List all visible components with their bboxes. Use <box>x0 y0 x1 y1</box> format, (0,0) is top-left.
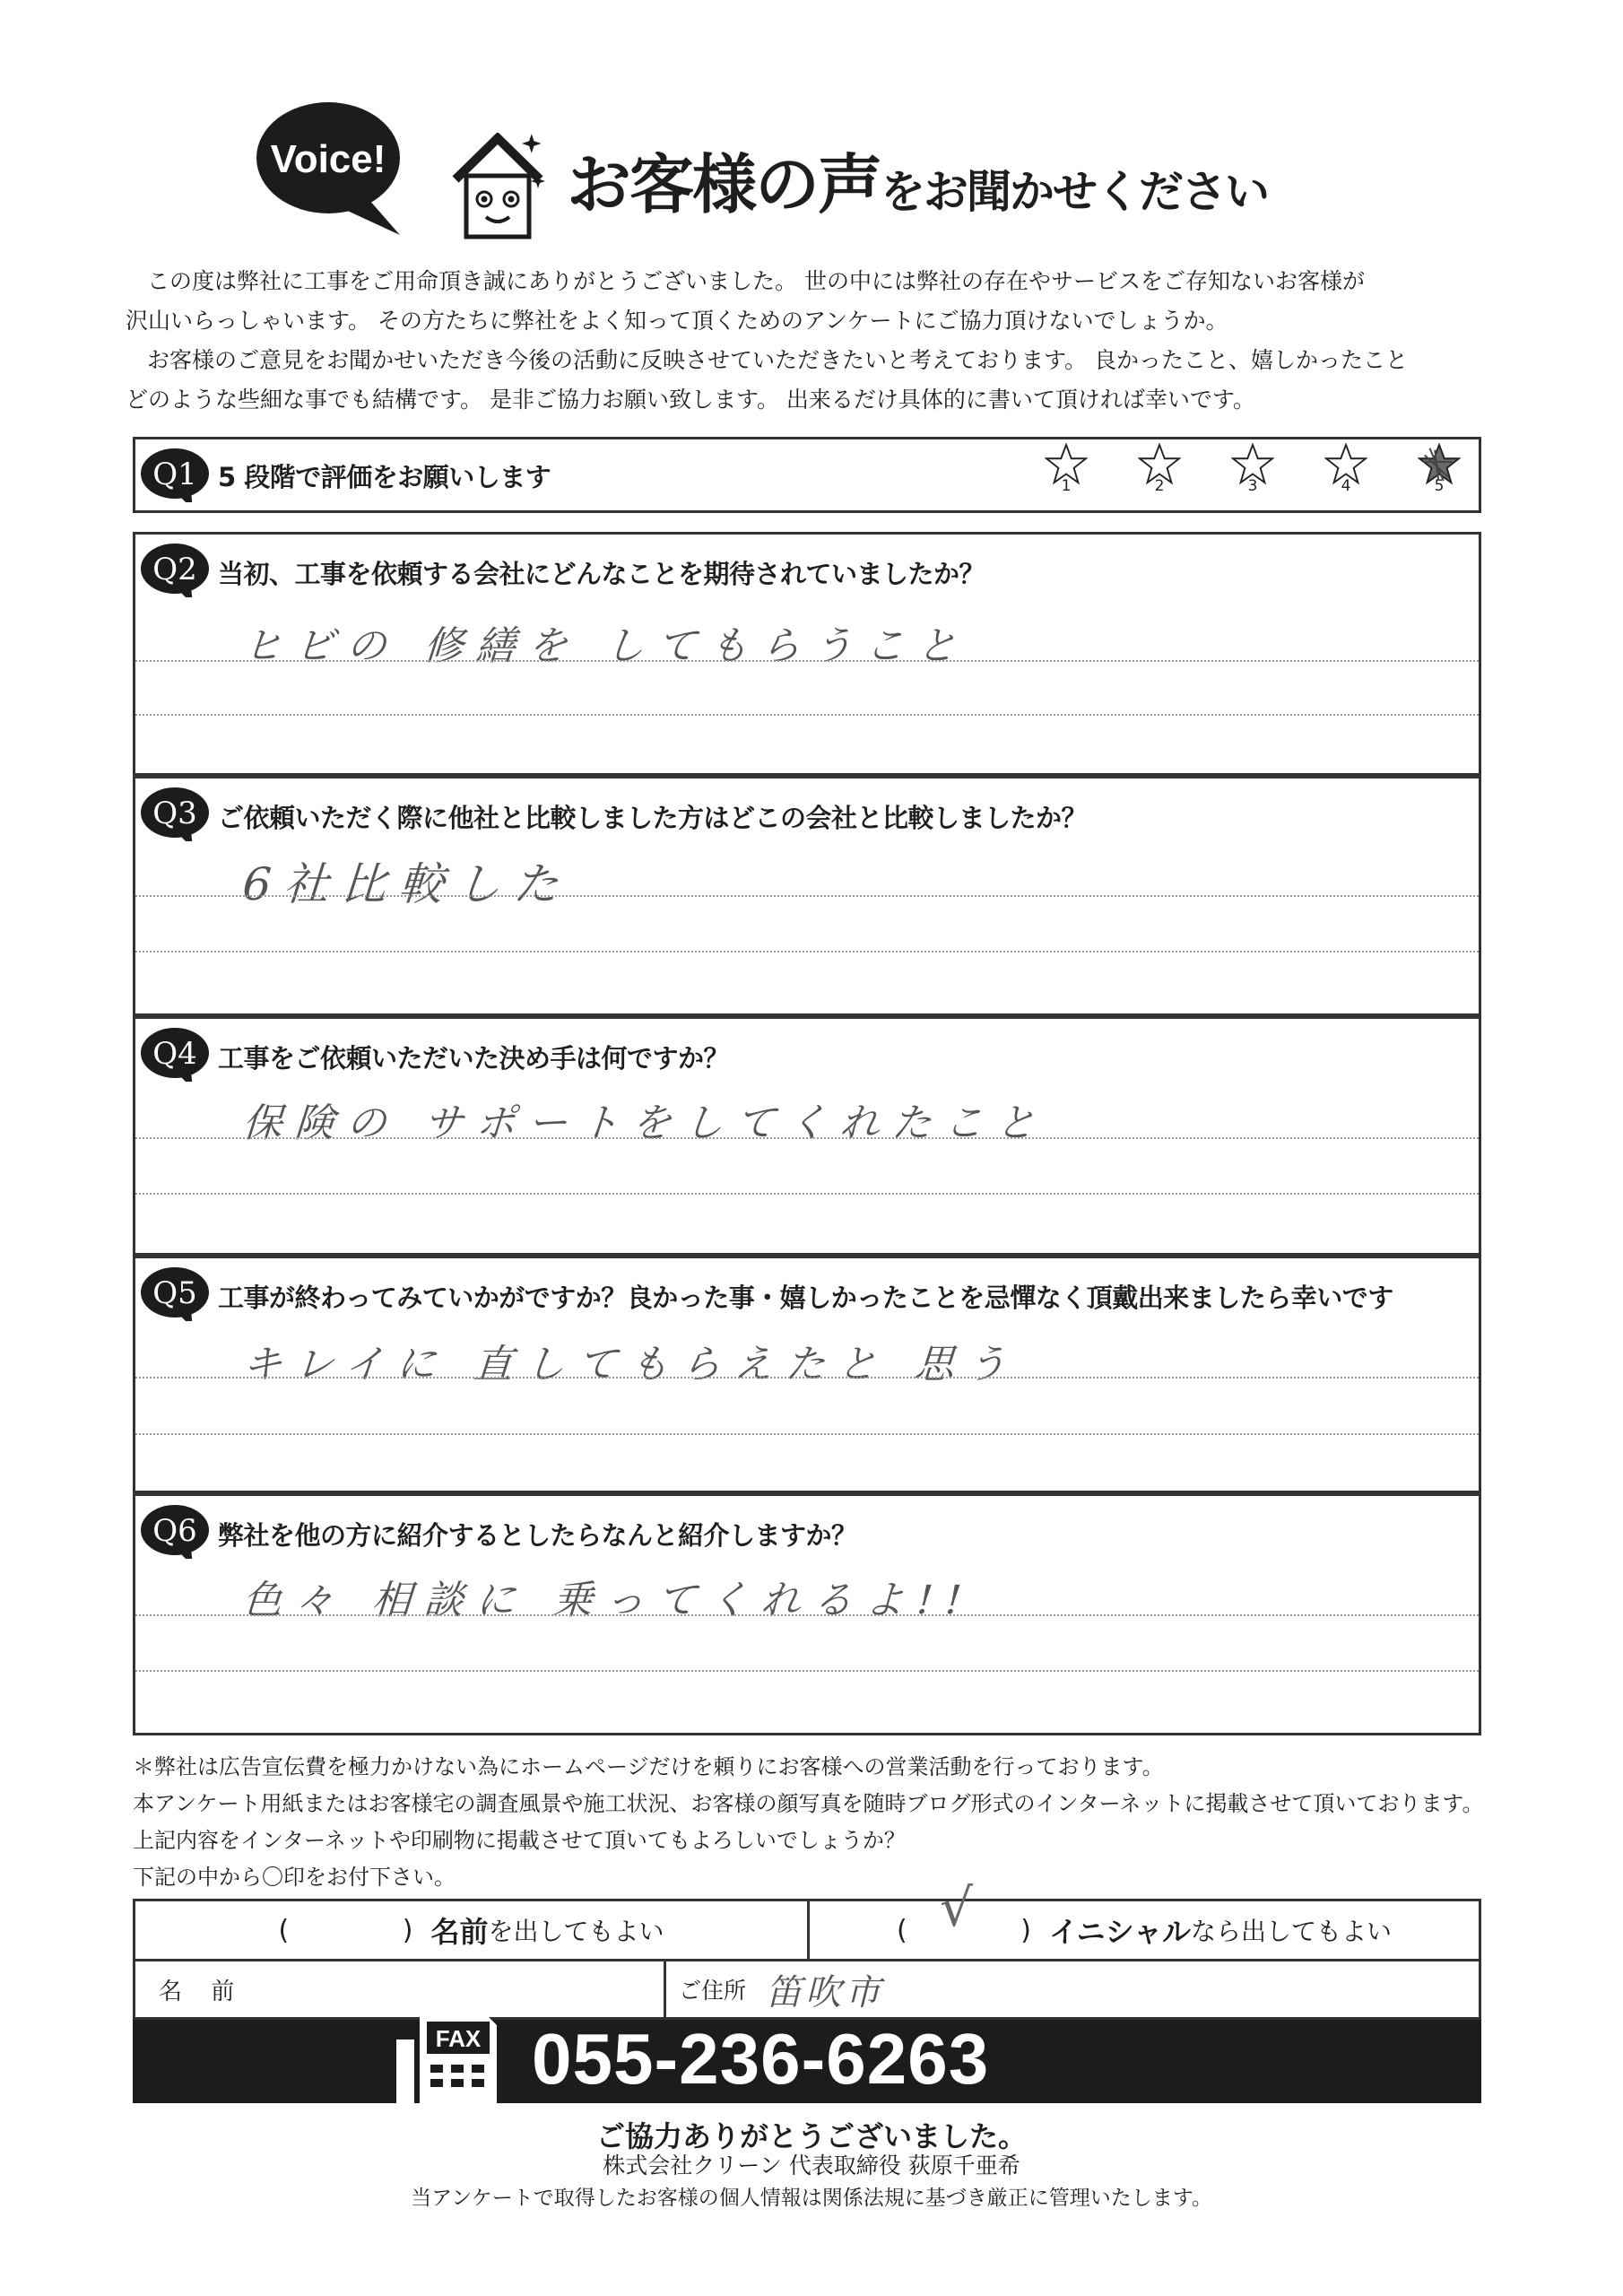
paren-close: ) <box>402 1914 413 1946</box>
q-speech-badge-icon <box>141 786 211 841</box>
option-name-checkbox[interactable] <box>278 1915 412 1946</box>
svg-text:Q2: Q2 <box>152 552 197 587</box>
question-text: 弊社を他の方に紹介するとしたらなんと紹介しますか？ <box>218 1520 857 1551</box>
answer-guide-line <box>135 1670 1479 1672</box>
page-title <box>567 147 1269 222</box>
rating-star-4[interactable] <box>1324 443 1367 495</box>
paren-open: ( <box>896 1914 907 1946</box>
question-q6-box <box>133 1493 1481 1735</box>
title-part-voice: 声 <box>818 147 881 222</box>
answer-guide-line <box>135 1137 1479 1139</box>
question-text: ご依頼いただく際に他社と比較しました方はどこの会社と比較しましたか？ <box>218 803 1088 833</box>
option-text: を出してもよい <box>488 1917 664 1946</box>
question-text: 工事が終わってみていかがですか？良かった事・嬉しかったことを忌憚なく頂戴出来ましたら幸いです <box>218 1283 1393 1313</box>
star-number: 4 <box>1341 477 1351 495</box>
name-field[interactable] <box>135 1961 666 2017</box>
rating-star-3[interactable] <box>1231 443 1274 495</box>
question-text: 5 段階で評価をお願いします <box>218 462 551 492</box>
star-number: 1 <box>1061 477 1072 495</box>
answer-handwriting[interactable]: キレイに 直してもらえたと 思う <box>240 1342 1020 1387</box>
voice-speech-bubble <box>256 102 409 235</box>
intro-line: お客様のご意見をお聞かせいただき今後の活動に反映させていただきたいと考えております。 良かったこと、嬉しかったこと <box>147 347 1408 373</box>
rating-star-1[interactable] <box>1045 443 1088 495</box>
intro-line: この度は弊社に工事をご用命頂き誠にありがとうございました。 世の中には弊社の存在やサービスをご存知ないお客様が <box>147 268 1365 294</box>
speech-bubble-icon <box>256 102 409 235</box>
option-name-ok[interactable] <box>135 1901 810 1959</box>
address-handwriting: 笛吹市 <box>766 1971 885 2013</box>
paren-open: ( <box>278 1914 290 1946</box>
question-q3-box <box>133 776 1481 1016</box>
star-number: 5 <box>1434 477 1445 495</box>
publication-notes <box>133 1749 1483 1896</box>
intro-line: 沢山いらっしゃいます。 その方たちに弊社をよく知って頂くためのアンケートにご協力頂けないでしょうか。 <box>126 308 1228 334</box>
smiling-house-icon <box>448 133 547 240</box>
address-field[interactable] <box>666 1961 1479 2017</box>
q-speech-badge-icon <box>141 1026 211 1082</box>
option-text: なら出してもよい <box>1191 1917 1393 1946</box>
note-line: 下記の中から〇印をお付下さい。 <box>133 1865 456 1890</box>
rating-star-2[interactable] <box>1138 443 1181 495</box>
question-q1-box <box>133 437 1481 513</box>
address-label: ご住所 <box>679 1978 747 2004</box>
answer-guide-line <box>135 951 1479 952</box>
question-text: 当初、工事を依頼する会社にどんなことを期待されていましたか？ <box>218 559 985 589</box>
paren-close: ) <box>1020 1914 1031 1946</box>
question-q2-box <box>133 532 1481 776</box>
answer-handwriting[interactable]: 6社比較した <box>240 858 573 910</box>
title-part-customers: お客様の <box>567 147 819 222</box>
star-number: 2 <box>1154 477 1165 495</box>
checkmark-icon: √ <box>939 1876 973 1938</box>
svg-text:Q5: Q5 <box>152 1275 197 1311</box>
answer-guide-line <box>135 1377 1479 1378</box>
answer-handwriting[interactable]: ヒビの 修繕を してもらうこと <box>240 623 971 669</box>
title-part-request: をお聞かせください <box>881 166 1269 218</box>
intro-paragraph <box>126 262 1524 420</box>
answer-guide-line <box>135 895 1479 897</box>
name-label: 名 前 <box>159 1978 246 2005</box>
rating-star-5-selected[interactable] <box>1418 443 1461 495</box>
fax-number: 055-236-6263 <box>532 2019 990 2099</box>
answer-handwriting[interactable]: 色々 相談に 乗ってくれるよ!! <box>240 1578 976 1623</box>
answer-guide-line <box>135 1433 1479 1435</box>
svg-text:Voice!: Voice! <box>270 137 386 181</box>
fax-bar <box>133 2020 1481 2103</box>
question-q4-box <box>133 1016 1481 1256</box>
question-text: 工事をご依頼いただいた決め手は何ですか？ <box>218 1043 730 1074</box>
fax-machine-icon <box>384 2013 518 2103</box>
answer-handwriting[interactable]: 保険の サポートをしてくれたこと <box>240 1100 1050 1146</box>
svg-text:Q6: Q6 <box>152 1513 197 1549</box>
q-speech-badge-icon <box>141 542 211 597</box>
note-line: 上記内容をインターネットや印刷物に掲載させて頂いてもよろしいでしょうか？ <box>133 1828 906 1853</box>
q-speech-badge-icon <box>141 1265 211 1321</box>
note-line: ＊弊社は広告宣伝費を極力かけない為にホームページだけを頼りにお客様への営業活動を行っております。 <box>133 1754 1164 1779</box>
option-bold-text: 名前 <box>430 1915 489 1949</box>
svg-text:Q4: Q4 <box>152 1036 197 1072</box>
contact-row <box>135 1961 1479 2017</box>
thanks-message: ご協力ありがとうございました。 <box>595 2119 1027 2153</box>
answer-guide-line <box>135 660 1479 662</box>
rating-stars[interactable] <box>1045 443 1461 495</box>
answer-guide-line <box>135 714 1479 716</box>
option-initial-ok[interactable] <box>810 1876 1479 1959</box>
q-speech-badge-icon <box>141 447 211 502</box>
note-line: 本アンケート用紙またはお客様宅の調査風景や施工状況、お客様の顔写真を随時ブログ形式のインターネットに掲載させて頂いております。 <box>133 1791 1484 1816</box>
svg-text:Q1: Q1 <box>152 457 197 492</box>
company-signature: 株式会社クリーン 代表取締役 荻原千亜希 <box>603 2152 1020 2179</box>
answer-guide-line <box>135 1614 1479 1616</box>
question-q5-box <box>133 1256 1481 1493</box>
svg-text:FAX: FAX <box>435 2025 482 2052</box>
svg-text:Q3: Q3 <box>152 796 197 831</box>
q-speech-badge-icon <box>141 1503 211 1559</box>
privacy-notice: 当アンケートで取得したお客様の個人情報は関係法規に基づき厳正に管理いたします。 <box>411 2187 1212 2210</box>
intro-line: どのような些細な事でも結構です。 是非ご協力お願い致します。 出来るだけ具体的に書いて頂ければ幸いです。 <box>126 387 1255 413</box>
option-initial-checkbox[interactable] <box>896 1876 1031 1946</box>
star-number: 3 <box>1247 477 1258 495</box>
answer-guide-line <box>135 1193 1479 1195</box>
option-bold-text: イニシャル <box>1048 1915 1192 1949</box>
